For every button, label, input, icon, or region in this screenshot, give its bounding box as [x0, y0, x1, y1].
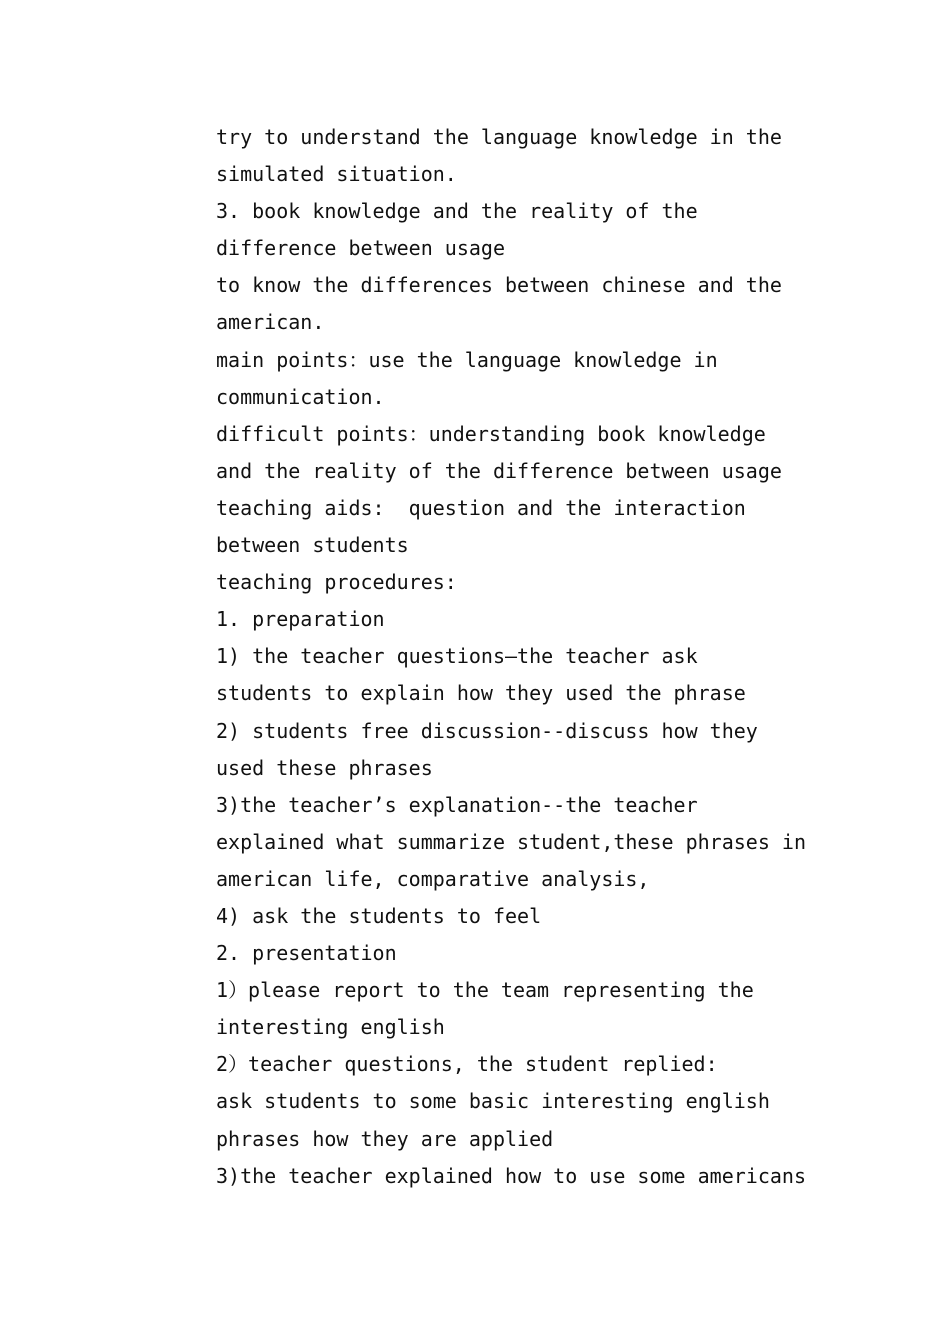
text-line: teaching procedures:	[216, 570, 457, 595]
text-line: 2）teacher questions, the student replied:	[216, 1052, 718, 1077]
text-line: ask students to some basic interesting english	[216, 1089, 770, 1114]
text-line: main points：use the language knowledge in	[216, 347, 718, 372]
text-line: 2. presentation	[216, 941, 397, 966]
paragraph-3	[144, 267, 824, 341]
text-line: communication.	[216, 384, 385, 409]
text-line: american life, comparative analysis,	[216, 866, 650, 891]
text-line: between students	[216, 533, 409, 558]
paragraph-1	[144, 119, 824, 193]
paragraph-2	[144, 193, 824, 267]
text-line: 4) ask the students to feel	[216, 903, 542, 928]
text-line: simulated situation.	[216, 162, 457, 187]
text-line: phrases how they are applied	[216, 1126, 554, 1151]
text-line: students to explain how they used the phrase	[216, 681, 746, 706]
text-line: 1）please report to the team representing the	[216, 978, 754, 1003]
paragraph-pres-ask	[144, 1083, 824, 1157]
text-line: interesting english	[216, 1015, 445, 1040]
text-line: 1) the teacher questions—the teacher ask	[216, 644, 698, 669]
text-line: to know the differences between chinese and the	[216, 273, 782, 298]
paragraph-prep-step-1	[144, 638, 824, 712]
text-line: 3)the teacher explained how to use some americans	[216, 1163, 807, 1188]
text-line: american.	[216, 310, 325, 335]
text-line: difficult points：understanding book knowledge	[216, 421, 766, 446]
text-line: used these phrases	[216, 755, 433, 780]
text-line: explained what summarize student,these phrases in	[216, 829, 807, 854]
paragraph-prep-step-4	[144, 898, 824, 935]
text-line: 3. book knowledge and the reality of the	[216, 199, 698, 224]
text-line: teaching aids: question and the interaction	[216, 495, 746, 520]
paragraph-presentation	[144, 935, 824, 972]
paragraph-difficult-points	[144, 416, 824, 490]
text-line: 3)the teacher’s explanation--the teacher	[216, 792, 698, 817]
paragraph-pres-step-3	[144, 1158, 824, 1195]
paragraph-prep-step-2	[144, 713, 824, 787]
text-line: difference between usage	[216, 236, 505, 261]
text-line: 2) students free discussion--discuss how they	[216, 718, 758, 743]
paragraph-pres-step-2	[144, 1046, 824, 1083]
paragraph-teaching-aids	[144, 490, 824, 564]
paragraph-prep-step-3	[144, 787, 824, 898]
paragraph-main-points	[144, 342, 824, 416]
paragraph-pres-step-1	[144, 972, 824, 1046]
paragraph-preparation	[144, 601, 824, 638]
text-line: and the reality of the difference between usage	[216, 458, 782, 483]
text-line: 1. preparation	[216, 607, 385, 632]
document-body	[144, 119, 824, 1195]
paragraph-teaching-procedures	[144, 564, 824, 601]
text-line: try to understand the language knowledge in the	[216, 125, 782, 149]
